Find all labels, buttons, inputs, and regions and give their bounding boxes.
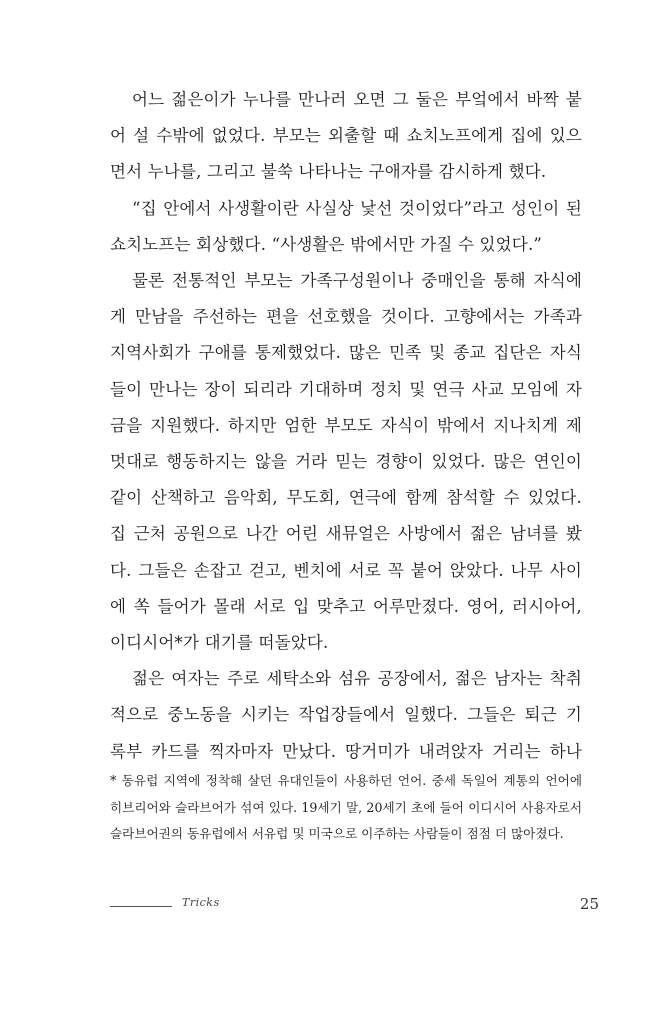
running-title: Tricks [182, 896, 220, 909]
paragraph-3-line-8: 집 근처 공원으로 나간 어린 새뮤얼은 사방에서 젊은 남녀를 봤 [110, 524, 582, 544]
paragraph-1-line-1: 어느 젊은이가 누나를 만나러 오면 그 둘은 부엌에서 바짝 붙 [132, 90, 582, 109]
paragraph-1-line-3: 면서 누나를, 그리고 불쑥 나타나는 구애자를 감시하게 했다. [110, 162, 547, 182]
footnote-line-2: 히브리어와 슬라브어가 섞여 있다. 19세기 말, 20세기 초에 들어 이디시어 사용자로서 [110, 799, 582, 815]
paragraph-3-line-9: 다. 그들은 손잡고 걷고, 벤치에 서로 꼭 붙어 앉았다. 나무 사이 [110, 560, 582, 580]
paragraph-3-line-10: 에 쏙 들어가 몰래 서로 입 맞추고 어루만졌다. 영어, 러시아어, [110, 596, 582, 616]
paragraph-4-line-1: 젊은 여자는 주로 세탁소와 섬유 공장에서, 젊은 남자는 착취 [132, 669, 582, 689]
page-number: 25 [579, 895, 599, 913]
footnote [110, 768, 582, 848]
paragraph-3-line-11: 이디시어*가 대기를 떠돌았다. [110, 633, 329, 653]
paragraph-1-line-2: 어 설 수밖에 없었다. 부모는 외출할 때 쇼치노프에게 집에 있으 [110, 126, 582, 146]
paragraph-2-line-1: “집 안에서 사생활이란 사실상 낯선 것이었다”라고 성인이 된 [132, 198, 582, 218]
paragraph-3-line-4: 들이 만나는 장이 되리라 기대하며 정치 및 연극 사교 모임에 자 [110, 379, 582, 399]
paragraph-3-line-6: 멋대로 행동하지는 않을 거라 믿는 경향이 있었다. 많은 연인이 [110, 452, 582, 472]
paragraph-3-line-5: 금을 지원했다. 하지만 엄한 부모도 자식이 밖에서 지나치게 제 [110, 415, 582, 435]
paragraph-3-line-3: 지역사회가 구애를 통제했었다. 많은 민족 및 종교 집단은 자식 [110, 343, 582, 363]
footnote-line-3: 슬라브어권의 동유럽에서 서유럽 및 미국으로 이주하는 사람들이 점점 더 많아졌다. [110, 826, 564, 841]
footer-rule [110, 906, 172, 907]
footnote-line-1: * 동유럽 지역에 정착해 살던 유대인들이 사용하던 언어. 중세 독일어 계통의 언어에 [110, 773, 582, 788]
paragraph-4-line-3: 록부 카드를 찍자마자 만났다. 땅거미가 내려앉자 거리는 하나 [110, 741, 582, 761]
paragraph-3-line-2: 게 만남을 주선하는 편을 선호했을 것이다. 고향에서는 가족과 [110, 307, 582, 327]
body-text [110, 82, 582, 770]
paragraph-3-line-7: 같이 산책하고 음악회, 무도회, 연극에 함께 참석할 수 있었다. [110, 488, 582, 508]
paragraph-2-line-2: 쇼치노프는 회상했다. “사생활은 밖에서만 가질 수 있었다.” [110, 234, 543, 254]
paragraph-4-line-2: 적으로 중노동을 시키는 작업장들에서 일했다. 그들은 퇴근 기 [110, 705, 582, 725]
paragraph-3-line-1: 물론 전통적인 부모는 가족구성원이나 중매인을 통해 자식에 [132, 271, 582, 291]
